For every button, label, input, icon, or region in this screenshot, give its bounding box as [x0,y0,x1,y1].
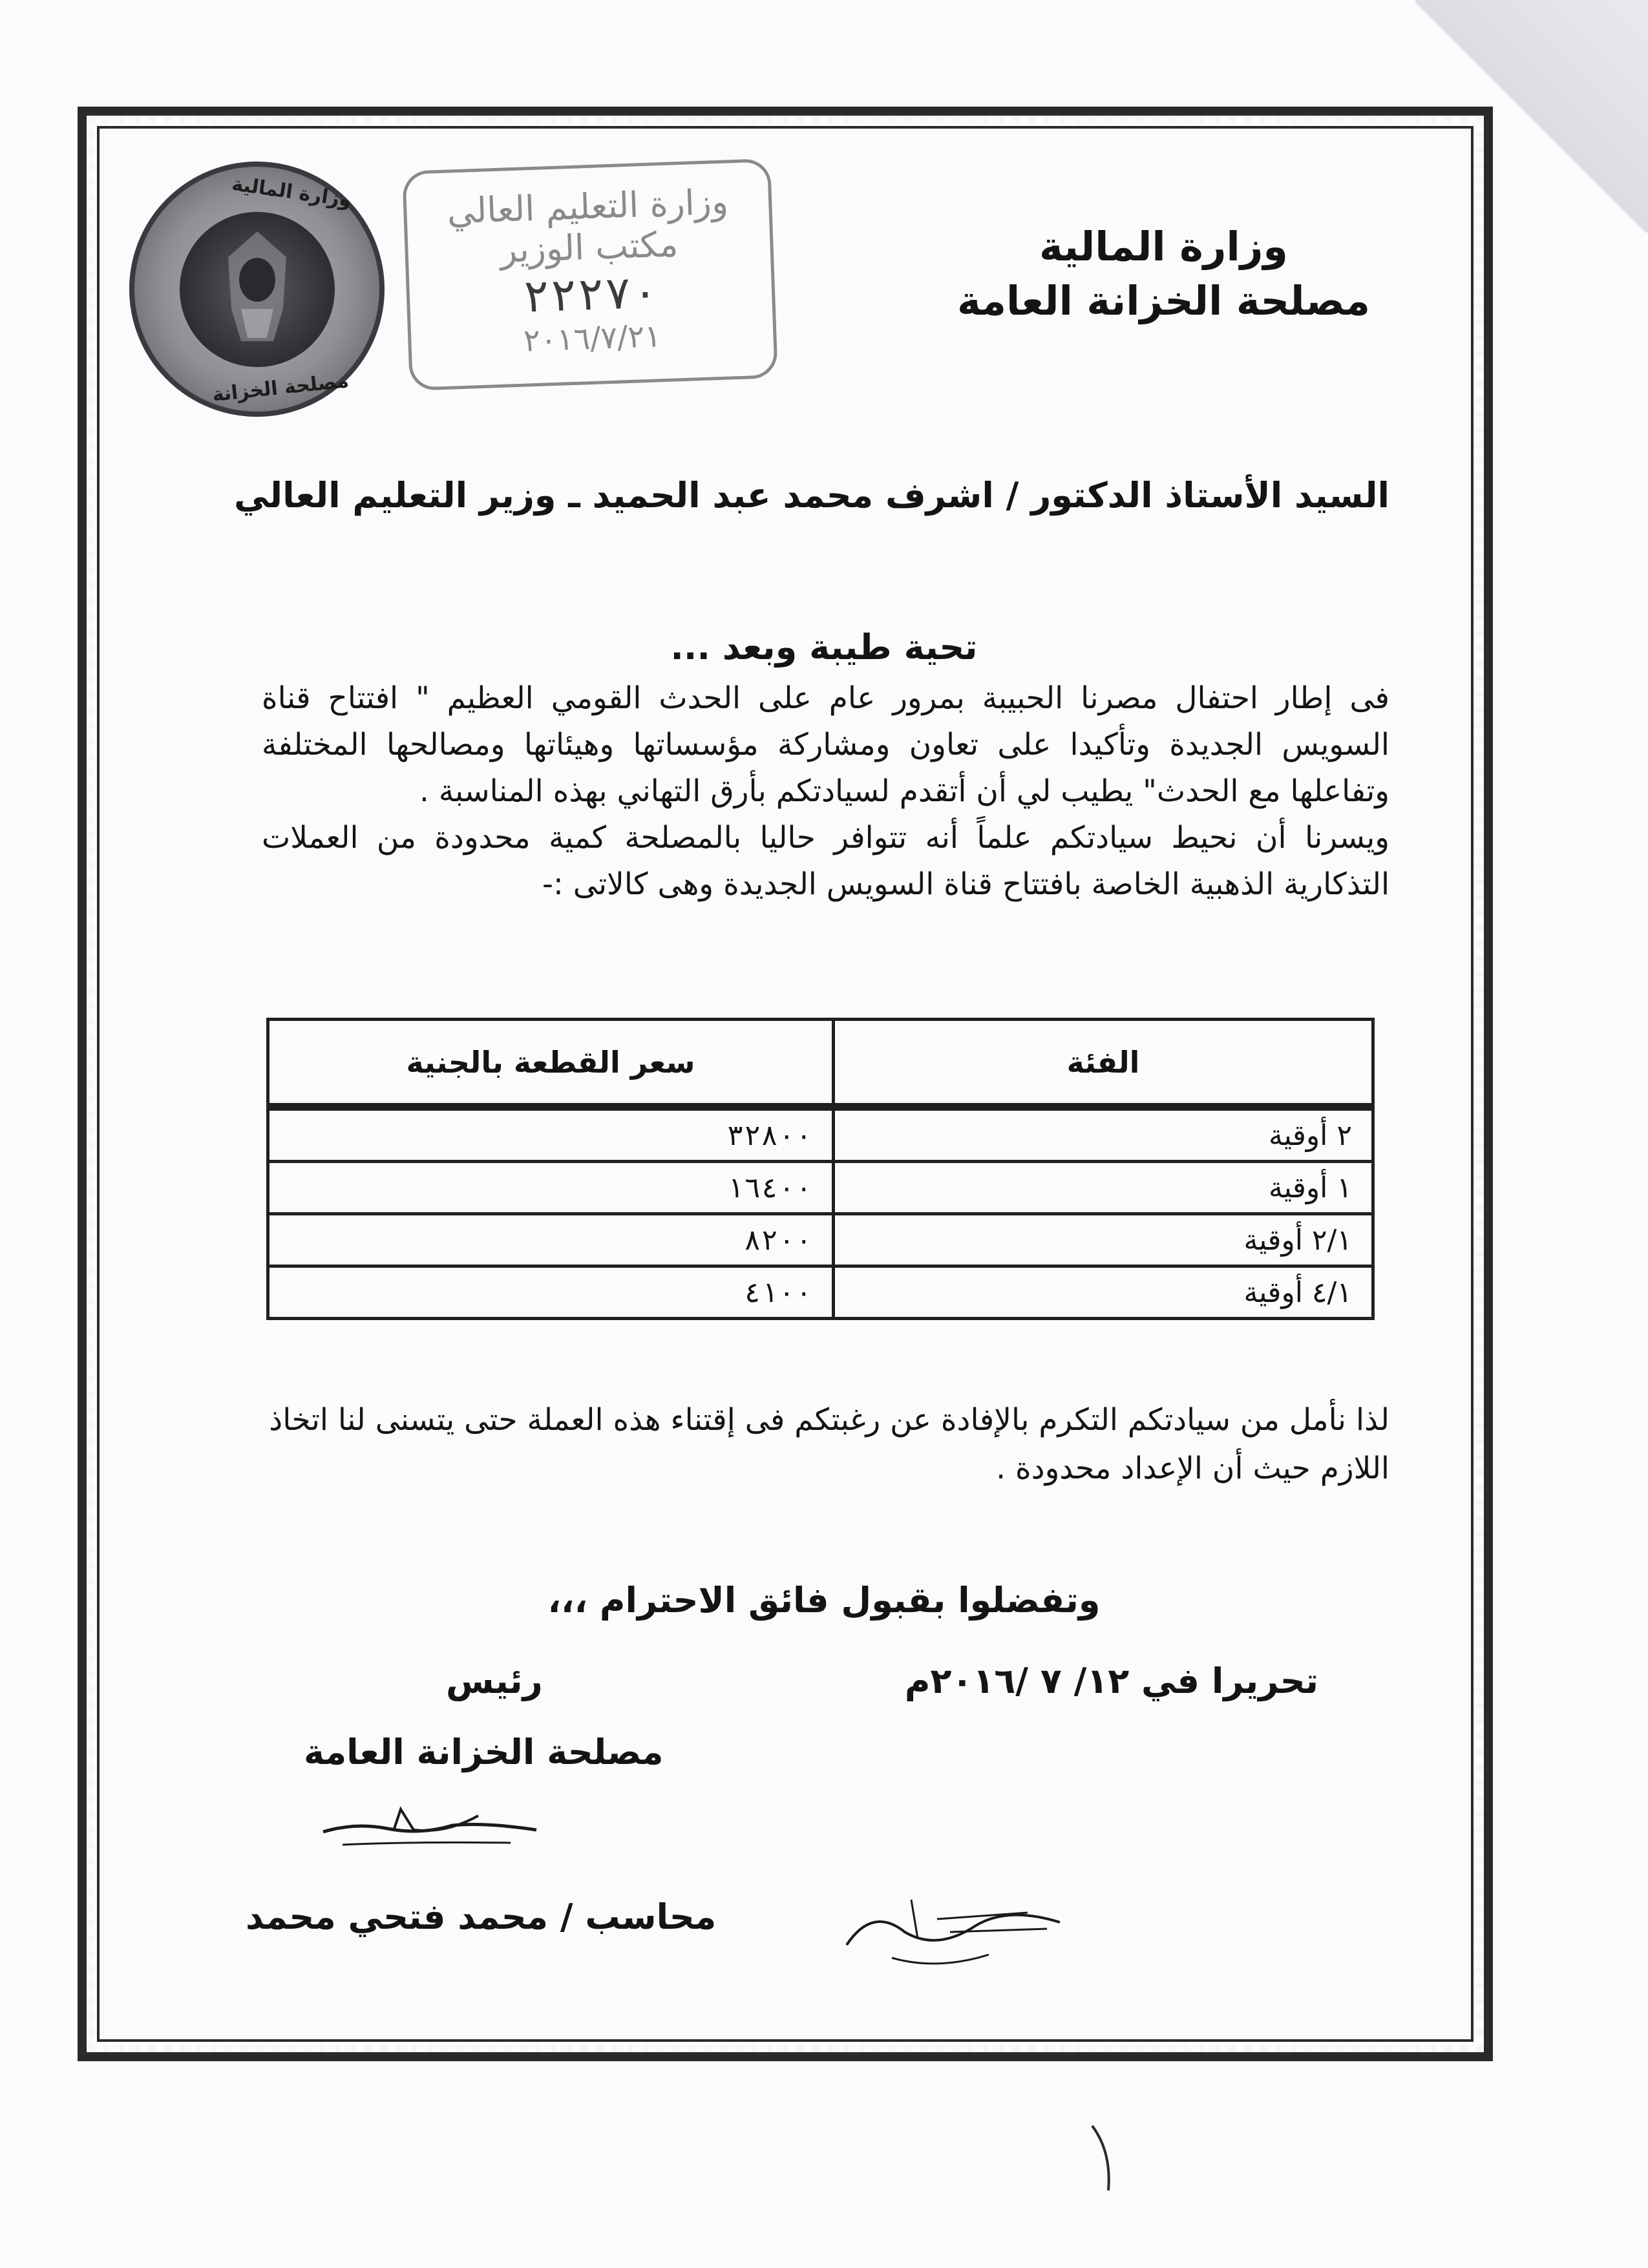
table-row [268,1107,1373,1162]
closing-paragraph: لذا نأمل من سيادتكم التكرم بالإفادة عن رغبتكم فى إقتناء هذه العملة حتى يتسنى لنا اتخاذ اللازم حيث أن الإعداد محدودة . [269,1402,1389,1487]
seal-top-text: وزارة المالية [230,173,353,212]
greeting: تحية طيبة وبعد ... [670,627,978,667]
stamp-number: ٢٢٢٧٠ [522,265,660,323]
table-row [268,1266,1373,1319]
seal-emblem-icon [180,212,335,367]
signatory-title: رئيس [446,1661,543,1701]
letterhead-ministry: وزارة المالية [1039,223,1288,270]
addressee-line: السيد الأستاذ الدكتور / اشرف محمد عبد الحميد ـ وزير التعليم العالي [234,475,1389,516]
row-category: ٢ أوقية [834,1107,1373,1162]
stamp-line-1: وزارة التعليم العالي [446,181,729,232]
regards-line: وتفضلوا بقبول فائق الاحترام ،،، [547,1580,1101,1621]
header-price: سعر القطعة بالجنية [268,1020,834,1108]
row-category: ١ أوقية [834,1162,1373,1214]
row-category: ٤/١ أوقية [834,1266,1373,1319]
body-paragraph-2: ويسرنا أن نحيط سيادتكم علماً أنه تتوافر حاليا بالمصلحة كمية محدودة من العملات التذكارية الذهبية الخاصة بافتتاح قناة السويس الجديدة وهى كالاتى :- [262,819,1389,902]
accountant-line: محاسب / محمد فتحي محمد [246,1896,717,1937]
signatory-org: مصلحة الخزانة العامة [304,1732,664,1772]
letterhead [957,220,1370,328]
coin-price-table [266,1018,1375,1320]
seal-bottom-text: مصلحة الخزانة [211,370,350,406]
row-price: ٣٢٨٠٠ [268,1107,834,1162]
incoming-stamp [402,158,778,391]
row-price: ٨٢٠٠ [268,1214,834,1266]
closing-text [213,1396,1389,1493]
letter-body [262,675,1389,908]
stamp-line-2: مكتب الوزير [499,224,679,271]
row-category: ٢/١ أوقية [834,1214,1373,1266]
letterhead-authority: مصلحة الخزانة العامة [957,277,1370,324]
row-price: ٤١٠٠ [268,1266,834,1319]
pen-mark-icon [1086,2119,1137,2197]
table-row [268,1162,1373,1214]
row-price: ١٦٤٠٠ [268,1162,834,1214]
body-paragraph-1: فى إطار احتفال مصرنا الحبيبة بمرور عام على الحدث القومي العظيم " افتتاح قناة السويس الجديدة وتأكيدا على تعاون ومشاركة مؤسساتها وهيئاتها ومصالحها المختلفة وتفاعلها مع الحدث" يطيب لي أن أتقدم لسيادتكم بأرق التهاني بهذه المناسبة . [262,680,1389,809]
date-line: تحريرا في ١٢/ ٧ /٢٠١٦م [904,1661,1318,1701]
table-header-row [268,1020,1373,1108]
stamp-date: ٢٠١٦/٧/٢١ [523,318,662,359]
ministry-seal [129,162,385,417]
header-category: الفئة [834,1020,1373,1108]
table-row [268,1214,1373,1266]
accountant-signature-icon [834,1887,1079,1984]
chief-signature-icon [317,1796,549,1854]
